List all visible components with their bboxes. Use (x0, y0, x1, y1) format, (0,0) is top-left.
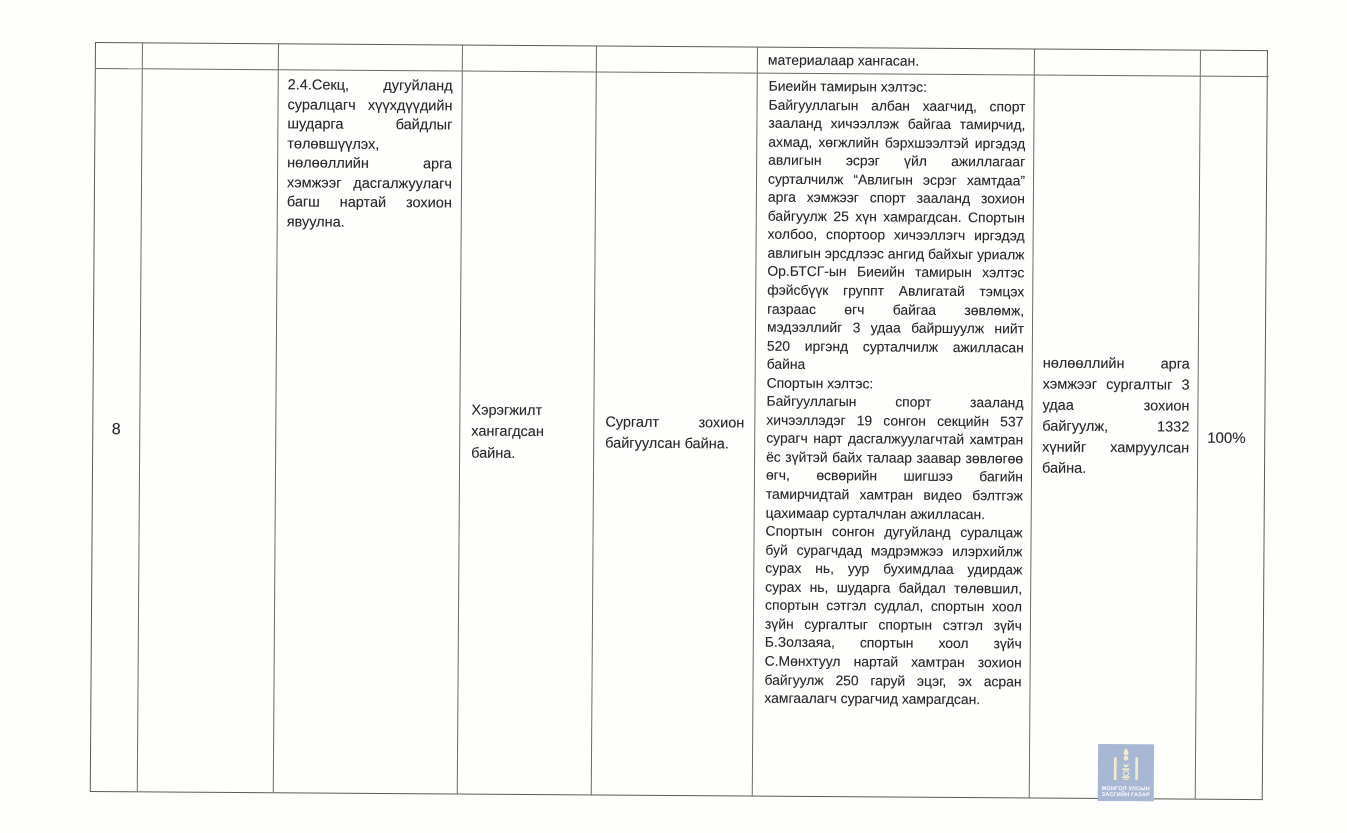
logo-text-line1: МОНГОЛ УЛСЫН (1101, 786, 1150, 793)
target-cell (592, 72, 758, 795)
objective-cell-empty (138, 69, 279, 792)
prev-row-objective-cell (143, 43, 279, 70)
logo-text-line2: ЗАСГИЙН ГАЗАР (1101, 792, 1150, 799)
score-text: 100% (1207, 429, 1246, 447)
prev-row-number-cell (96, 43, 143, 69)
row-number-cell: 8 (91, 69, 143, 791)
prev-row-score-cell (1201, 51, 1269, 77)
result-cell (1030, 76, 1201, 799)
soyombo-icon (1113, 748, 1139, 785)
implementation-paragraph: Байгууллагын спорт зааланд хичээллэдэг 19 сонгон секцийн 537 сурагч нарт дасгалжуулагчтай хамтран ёс зүйтэй байх талаар заавар зөвлөгөө өгч, өсвөрийн шигшээ багийн тамирчидтай хамтран видео бэлтгэж цахимаар сурталчлан ажилласан. (765, 392, 1024, 522)
prev-row-result-cell (1035, 50, 1201, 77)
implementation-paragraph: Спортын сонгон дугуйланд суралцаж буй сурагчдад мэдрэмжээ илэрхийлж сурах нь, уур бухимдлаа удирдаж сурах нь, шударга байдал төлөвшил, спортын сэтгэл судлал, спортын хоол зүйн сургалтыг спортын сэтгэл зүйч Б.Золзаяа, спортын хоол зүйч С.Мөнхтуул нартай хамтран зохион байгуулж 250 гаруй эцэг, эх асран хамгаалагч сурагчид хамрагдсан. (764, 522, 1023, 708)
result-text: нөлөөллийн арга хэмжээг сургалтыг 3 удаа зохион байгуулж, 1332 хүнийг хамруулсан байна. (1041, 355, 1190, 477)
implementation-cell (753, 74, 1035, 798)
report-table (90, 42, 1268, 800)
implementation-paragraph: Байгууллагын албан хаагчид, спорт зааланд хичээллэж байгаа тамирчид, ахмад, хөгжлийн бэрхшээлтэй иргэдэд авлигын эсрэг үйл ажиллагааг сурталчилж “Авлигын эсрэг хамтдаа” арга хэмжээг спорт зааланд зохион байгуулж 25 хүн хамрагдсан. Спортын холбоо, спортоор хичээллэгч иргэдэд авлигын эрсдлээс ангид байхыг уриалж Ор.БТСГ-ын Биеийн тамирын хэлтэс фэйсбүүк группт Авлигатай тэмцэх газраас өгч байгаа зөвлөмж, мэдээллийг 3 удаа байршуулж нийт 520 иргэнд сурталчилж ажилласан байна (766, 96, 1026, 373)
target-text: Сургалт зохион байгуулсан байна. (605, 414, 745, 453)
prev-row-target-cell (597, 46, 758, 73)
government-of-mongolia-logo (1098, 744, 1154, 801)
criteria-cell (458, 72, 597, 795)
score-cell (1196, 77, 1269, 799)
prev-row-criteria-cell (463, 46, 597, 73)
prev-row-activity-cell (279, 44, 463, 71)
activity-cell: 2.4.Секц, дугуйланд суралцагч хүүхдүүдийн шударга байдлыг төлөвшүүлэх, нөлөөллийн арга хэмжээг дасгалжуулагч багш нартай зохион явуулна. (274, 70, 463, 793)
criteria-text: Хэрэгжилт хангагдсан байна. (471, 402, 544, 462)
implementation-paragraph: Биеийн тамирын хэлтэс: (768, 77, 927, 95)
implementation-paragraph: Спортын хэлтэс: (766, 374, 874, 392)
prev-row-implementation-tail: материалаар хангасан. (758, 48, 1035, 76)
